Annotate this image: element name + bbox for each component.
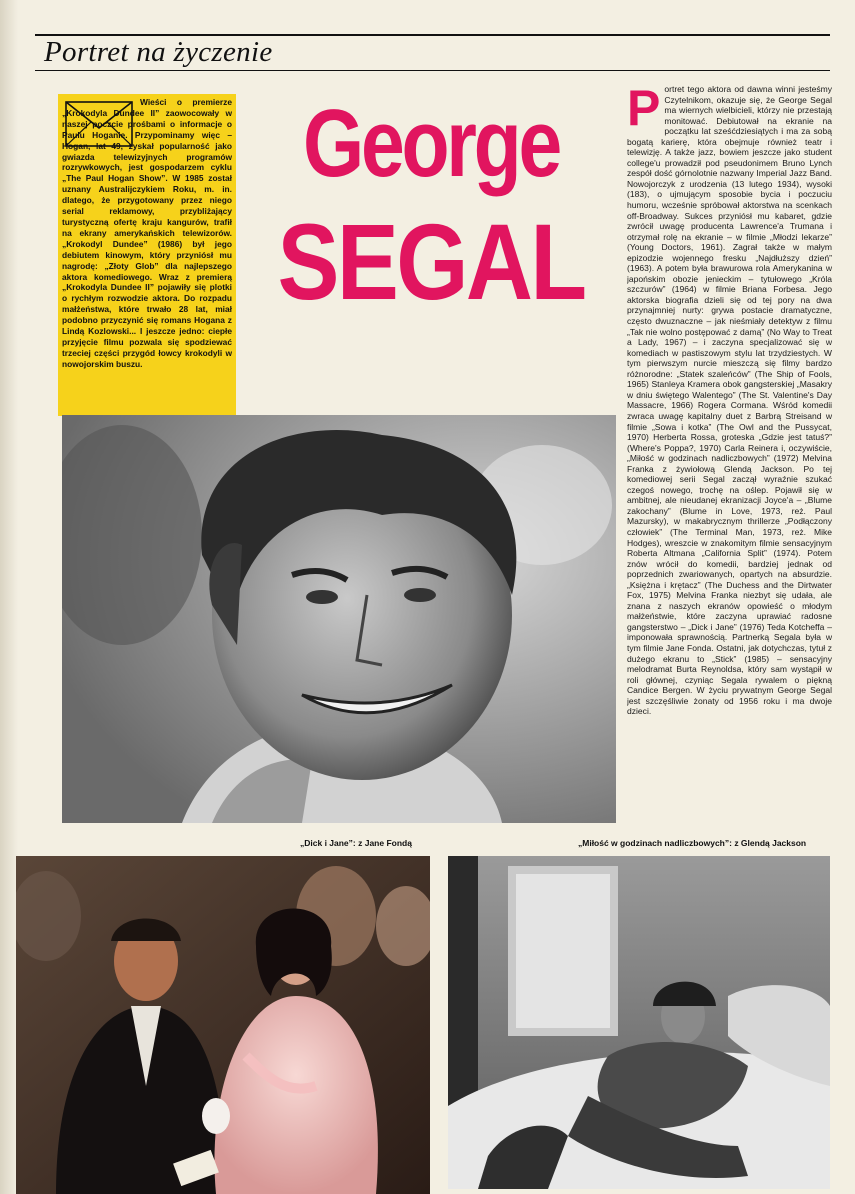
sidebar-text: Wieści o premierze „Krokodyla Dundee II” zaowocowały w naszej poczcie prośbami o informacje o Paulu Hoganie. Przypominamy więc – Hogan, lat 49, zyskał popularność jako gwiazda telewizyjnych programów rozrywkowych, jest gospodarzem cyklu „The Paul Hogan Show”. W 1985 został uznany Australijczykiem Roku, m. in. dlatego, że przygotowany przez niego serial reklamowy, przybliżający turystyczną ofertę kraju kangurów, trafił na ekrany amerykańskich telewizorów. „Krokodyl Dundee” (1986) był jego debiutem kinowym, który przyniósł mu nagrodę: „Złoty Glob” dla najlepszego aktora komediowego. Wraz z premierą „Krokodyla Dundee II” pojawiły się plotki o rychłym rozwodzie aktora. Do rozpadu małżeństwa, które trwało 28 lat, miał podobno przyczynić się romans Hogana z Lindą Kozlowski... I jeszcze jedno: ciepłe przyjęcie filmu pozwala się spodziewać trzeciej części przygód łowcy krokodyli w nowojorskim buszu. — [62, 97, 232, 369]
header-rule — [35, 70, 830, 71]
drop-cap: P — [627, 84, 661, 136]
caption-right: „Miłość w godzinach nadliczbowych”: z Glendą Jackson — [578, 838, 807, 848]
headline — [246, 88, 616, 344]
headline-last-name: SEGAL — [277, 201, 585, 322]
article-text: ortret tego aktora od dawna winni jesteśmy Czytelnikom, okazuje się, że George Segal ma wiernych wielbicieli, którzy nie przestają monitować. Debiutował na ekranie na początku lat sześćdziesiątych i ma za sobą bogatą karierę, która obejmuje również teatr i telewizję. A także jazz, bowiem jeszcze jako student college'u prowadził pod pseudonimem Bruno Lynch zespół dość górnolotnie nazwany Imperial Jazz Band. Nowojorczyk z urodzenia (13 lutego 1934), wysoki (183), o ujmującym sposobie bycia i poczuciu humoru, wcześnie spróbował aktorstwa na scenkach off-Broadway. Sukces przyniósł mu kabaret, gdzie zwrócił uwagę producenta Lawrence'a Trumana i otrzymał rolę na ekranie – w filmie „Młodzi lekarze” (Young Doctors, 1961). Zagrał także w małym epizodzie wojennego fresku „Najdłuższy dzień” (1963). A potem była brawurowa rola Amerykanina w japońskim obozie jenieckim – tytułowego „Króla szczurów” (1964) w filmie Briana Forbesa. Jego aktorska biografia dzieli się od tej pory na dwa przynajmniej nurty: grywa postacie dramatyczne, często dwuznaczne – jak nieśmiały detektyw z filmu „Tak nie wolno postępować z damą” (No Way to Treat a Lady, 1967) – i zaczyna specjalizować się w komediach w pastiszowym stylu lat trzydziestych. W tym pierwszym nurcie mieszczą się filmy bardzo różnorodne: „Statek szaleńców” (The Ship of Fools, 1965) Stanleya Kramera obok gangsterskiej „Masakry w dniu świętego Walentego” (The St. Valentine's Day Massacre, 1966) Rogera Cormana. Wśród komedii zwraca uwagę kapitalny duet z Barbrą Streisand w filmie „Sowa i kotka” (The Owl and the Pussycat, 1970) Herberta Rossa, groteska „Gdzie jest tatuś?” (Where's Poppa?, 1970) Carla Reinera i, oczywiście, „Miłość w godzinach nadliczbowych” (1972) Melvina Franka z żywiołową Glendą Jackson. Po tej komediowej serii Segal zaczął wyraźnie szukać czegoś nowego, trochę na oślep. Pojawił się w ambitnej, ale nieudanej ekranizacji Joyce'a – „Blume zakochany” (Blume in Love, 1973, reż. Paul Mazursky), w makabrycznym thrillerze „Podłączony człowiek” (The Terminal Man, 1973, reż. Mike Hodges), wreszcie w znakomitym filmie sensacyjnym Roberta Altmana „California Split” (1974). Potem znów wrócił do komedii, bardziej jednak od poprzednich zwariowanych, opartych na absurdzie. „Księżna i krętacz” (The Duchess and the Dirtwater Fox, 1975) Melvina Franka niezbyt się udała, ale znana z naszych ekranów opowieść o młodym małżeństwie, które zaczyna uprawiać radosne gangsterstwo – „Dick i Jane” (1976) Teda Kotcheffa – imponowała sprawnością. Partnerką Segala była w tym filmie Jane Fonda. Ostatni, jak dotychczas, tytuł z dużego ekranu to „Stick” (1985) – sensacyjny melodramat Burta Reynoldsa, który sam wystąpił w roli głównej, czyniąc Segala rywalem o piękną Candice Bergen. W życiu prywatnym George Segal jest szczęśliwie żonaty od 1956 roku i ma dwoje dzieci. — [627, 84, 832, 717]
top-rule — [35, 34, 830, 36]
film-still-dick-and-jane — [16, 856, 430, 1194]
headline-first-name: George — [303, 90, 559, 197]
caption-left: „Dick i Jane”: z Jane Fondą — [300, 838, 412, 848]
article-body — [627, 84, 832, 838]
portrait-photo — [62, 415, 616, 823]
section-title: Portret na życzenie — [44, 36, 273, 68]
film-still-overtime-love — [448, 856, 830, 1189]
